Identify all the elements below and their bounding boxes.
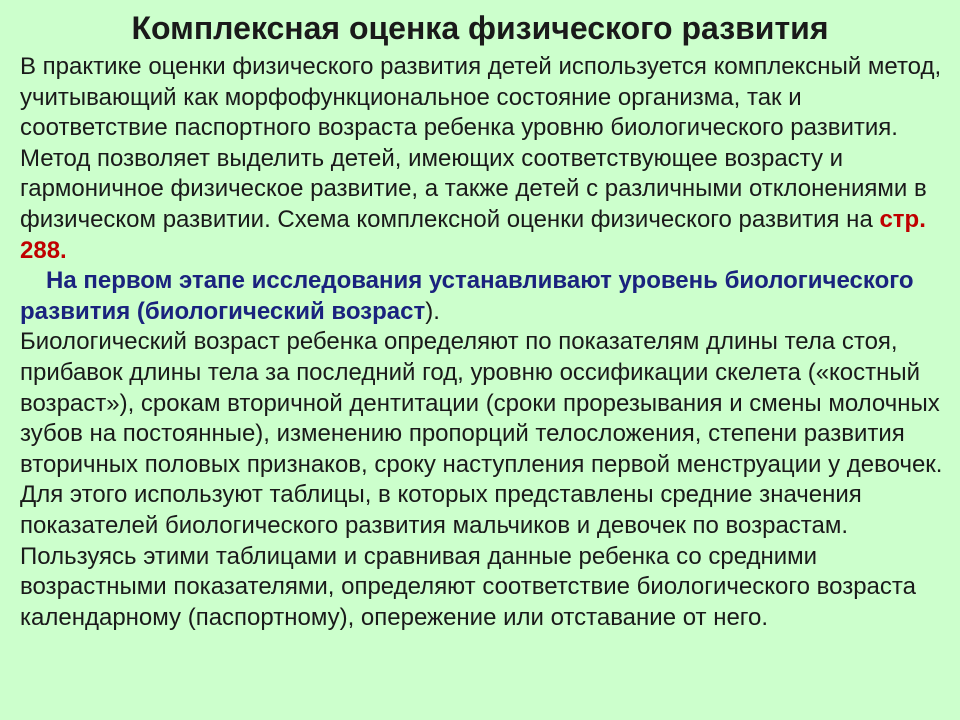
stage-heading-tail: ). (425, 297, 440, 325)
page-reference: стр. 288. (20, 205, 926, 264)
intro-text: В практике оценки физического развития детей используется комплексный метод, учитывающий как морфофункциональное состояние организма, так и соответствие паспортного возраста ребенка уровню биологического развития. Метод позволяет выделить детей, имеющих соответствующее возрасту и гармоничное физическое развитие, а также детей с различными отклонениями в физическом развитии. Схема комплексной оценки физического развития на (20, 53, 942, 233)
stage-paragraph (20, 266, 950, 327)
slide-title: Комплексная оценка физического развития (131, 10, 829, 46)
intro-paragraph (20, 52, 950, 266)
slide-content (20, 52, 950, 633)
body-paragraph: Биологический возраст ребенка определяют по показателям длины тела стоя, прибавок длины тела за последний год, уровню оссификации скелета («костный возраст»), срокам вторичной дентитации (сроки прорезывания и смены молочных зубов на постоянные), изменению пропорций телосложения, степени развития вторичных половых признаков, сроку наступления первой менструации у девочек. Для этого используют таблицы, в которых представлены средние значения показателей биологического развития мальчиков и девочек по возрастам. Пользуясь этими таблицами и сравнивая данные ребенка со средними возрастными показателями, определяют соответствие биологического возраста календарному (паспортному), опережение или отставание от него. (20, 328, 943, 631)
stage-heading: На первом этапе исследования устанавливают уровень биологического развития (биологический возраст (20, 267, 914, 325)
